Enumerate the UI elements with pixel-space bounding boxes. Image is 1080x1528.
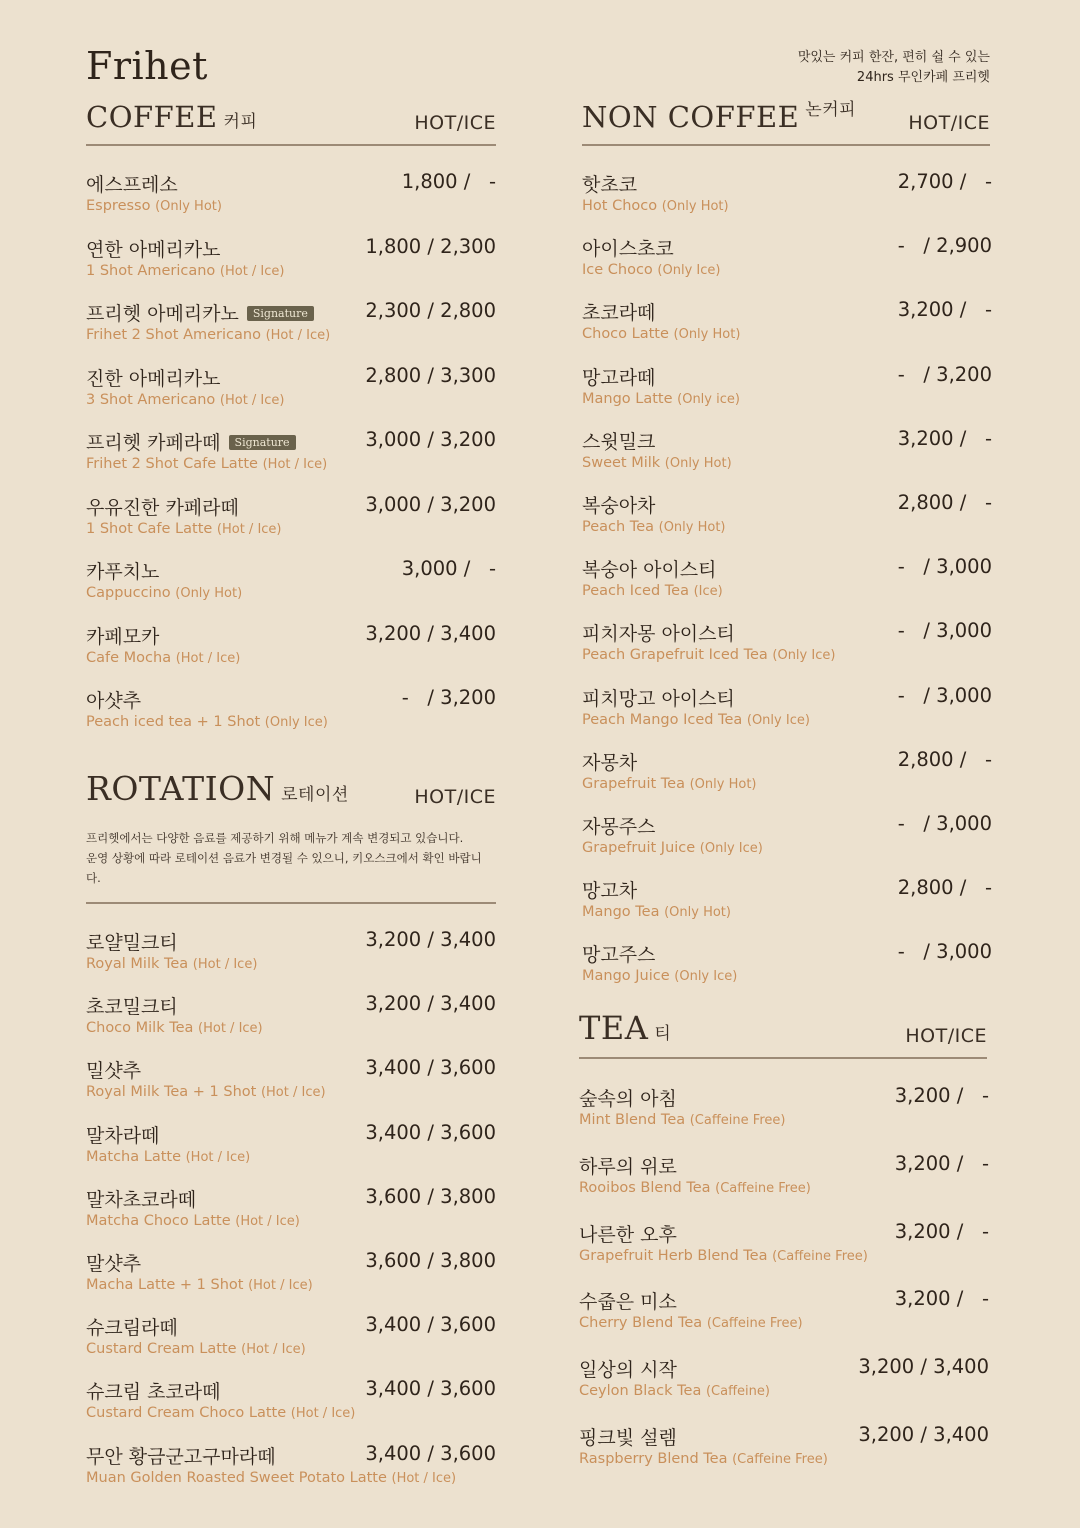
item-name-en: 1 Shot Cafe Latte (Hot / Ice) bbox=[86, 520, 282, 537]
item-price: 3,200 / 3,400 bbox=[858, 1423, 989, 1446]
coffee-section bbox=[86, 102, 496, 736]
menu-item bbox=[582, 876, 992, 926]
item-price: 3,200 / - bbox=[894, 1151, 989, 1175]
menu-item bbox=[582, 619, 992, 669]
menu-item bbox=[86, 622, 496, 672]
item-price: 3,000 / 3,200 bbox=[365, 492, 496, 516]
item-price: 3,200 / - bbox=[894, 1219, 989, 1243]
item-note: (Only Ice) bbox=[657, 263, 721, 279]
item-note: (Only Hot) bbox=[155, 199, 222, 214]
item-name-en: Muan Golden Roasted Sweet Potato Latte (Hot / Ice) bbox=[86, 1469, 457, 1486]
item-note: (Hot / Ice) bbox=[185, 1149, 251, 1165]
item-name-en: Mango Latte (Only ice) bbox=[582, 390, 740, 407]
item-note: (Only Hot) bbox=[689, 776, 757, 792]
menu-item bbox=[582, 491, 992, 541]
tagline-line-2: 24hrs 무인카페 프리헷 bbox=[856, 70, 990, 85]
item-name-en: Peach Mango Iced Tea (Only Ice) bbox=[582, 711, 810, 728]
item-note: (Only Hot) bbox=[664, 905, 731, 921]
rotation-hot-ice: HOT/ICE bbox=[414, 786, 496, 808]
item-note: (Hot / Ice) bbox=[391, 1470, 457, 1486]
item-name-ko: 숲속의 아침 bbox=[579, 1088, 677, 1110]
item-price: 3,200 / - bbox=[897, 426, 992, 450]
item-price: - / 2,900 bbox=[897, 234, 992, 258]
item-name-en: Custard Cream Choco Latte (Hot / Ice) bbox=[86, 1405, 356, 1422]
item-note: (Hot / Ice) bbox=[262, 457, 328, 472]
item-note: (Hot / Ice) bbox=[248, 1278, 313, 1293]
item-name-en: Peach Iced Tea (Ice) bbox=[582, 583, 723, 600]
item-note: (Only ice) bbox=[677, 391, 740, 407]
item-price: 2,800 / - bbox=[897, 491, 992, 514]
menu-item bbox=[86, 992, 496, 1042]
rotation-header bbox=[86, 769, 496, 818]
rotation-desc-line-1: 프리헷에서는 다양한 음료를 제공하기 위해 메뉴가 계속 변경되고 있습니다. bbox=[86, 831, 464, 845]
item-name-en: Grapefruit Tea (Only Hot) bbox=[582, 775, 757, 792]
item-note: (Hot / Ice) bbox=[219, 392, 285, 408]
item-name-ko: 말차초코라떼 bbox=[86, 1188, 197, 1211]
item-name-ko: 스윗밀크 bbox=[582, 430, 656, 453]
item-name-en: Cappuccino (Only Hot) bbox=[86, 585, 243, 601]
item-name-en: Hot Choco (Only Hot) bbox=[582, 198, 729, 214]
menu-item bbox=[582, 363, 992, 413]
item-name-en: Grapefruit Herb Blend Tea (Caffeine Free) bbox=[579, 1247, 868, 1264]
item-price: 3,400 / 3,600 bbox=[365, 1313, 496, 1337]
tagline bbox=[798, 48, 990, 88]
tea-section bbox=[579, 1009, 989, 1473]
menu-item bbox=[582, 684, 992, 734]
item-price: 3,400 / 3,600 bbox=[365, 1120, 496, 1144]
item-name-ko: 복숭아차 bbox=[582, 495, 656, 517]
menu-item bbox=[582, 170, 992, 220]
menu-item bbox=[579, 1423, 989, 1473]
item-price: 3,000 / 3,200 bbox=[365, 428, 496, 451]
item-price: 2,800 / - bbox=[897, 747, 992, 771]
item-name-en: Peach iced tea + 1 Shot (Only Ice) bbox=[86, 714, 328, 730]
item-name-ko: 하루의 위로 bbox=[579, 1155, 677, 1178]
item-note: (Caffeine Free) bbox=[706, 1316, 803, 1332]
menu-item bbox=[579, 1084, 989, 1134]
item-price: 3,200 / 3,400 bbox=[365, 928, 496, 951]
item-name-en: Cherry Blend Tea (Caffeine Free) bbox=[579, 1315, 803, 1332]
signature-badge: Signature bbox=[229, 435, 296, 450]
item-name-en: Raspberry Blend Tea (Caffeine Free) bbox=[579, 1451, 828, 1467]
item-note: (Only Ice) bbox=[746, 712, 810, 728]
item-note: (Only Ice) bbox=[674, 969, 738, 985]
noncoffee-header bbox=[582, 102, 990, 144]
item-name-ko: 아이스초코 bbox=[582, 238, 674, 261]
item-name-ko: 프리헷 카페라떼 Signature bbox=[86, 428, 296, 455]
item-note: (Caffeine Free) bbox=[772, 1248, 868, 1264]
item-name-ko: 우유진한 카페라떼 bbox=[86, 496, 239, 519]
item-name-en: Mint Blend Tea (Caffeine Free) bbox=[579, 1112, 786, 1128]
coffee-hot-ice: HOT/ICE bbox=[414, 112, 496, 134]
item-name-ko: 에스프레소 bbox=[86, 174, 178, 196]
item-name-en: Macha Latte + 1 Shot (Hot / Ice) bbox=[86, 1277, 313, 1293]
item-name-ko: 말차라떼 bbox=[86, 1124, 160, 1147]
item-name-en: Royal Milk Tea (Hot / Ice) bbox=[86, 956, 258, 972]
item-name-ko: 핫초코 bbox=[582, 174, 638, 196]
menu-item bbox=[582, 427, 992, 477]
item-price: 3,400 / 3,600 bbox=[365, 1377, 496, 1401]
item-name-en: Royal Milk Tea + 1 Shot (Hot / Ice) bbox=[86, 1084, 326, 1101]
menu-item bbox=[86, 235, 496, 285]
item-note: (Hot / Ice) bbox=[241, 1342, 306, 1358]
item-price: 3,600 / 3,800 bbox=[365, 1184, 496, 1208]
item-name-ko: 복숭아 아이스티 bbox=[582, 559, 717, 582]
item-name-ko: 초코라떼 bbox=[582, 302, 656, 325]
item-price: 3,400 / 3,600 bbox=[365, 1056, 496, 1080]
item-price: - / 3,200 bbox=[897, 362, 992, 386]
item-name-en: Cafe Mocha (Hot / Ice) bbox=[86, 649, 241, 666]
rotation-section bbox=[86, 769, 496, 1492]
noncoffee-section bbox=[582, 102, 990, 990]
coffee-items bbox=[86, 146, 496, 736]
menu-item bbox=[582, 812, 992, 862]
noncoffee-title: NON COFFEE $^{논커피}$ bbox=[582, 100, 857, 134]
item-note: (Caffeine Free) bbox=[732, 1452, 828, 1467]
signature-badge: Signature bbox=[247, 306, 314, 321]
coffee-header bbox=[86, 102, 496, 144]
item-name-ko: 핑크빛 설렘 bbox=[579, 1427, 677, 1449]
item-name-ko: 무안 황금군고구마라떼 bbox=[86, 1445, 276, 1468]
menu-item bbox=[86, 1056, 496, 1106]
tea-hot-ice: HOT/ICE bbox=[905, 1025, 987, 1047]
item-note: (Hot / Ice) bbox=[235, 1213, 300, 1229]
item-note: (Only Hot) bbox=[664, 455, 732, 471]
item-name-en: Peach Tea (Only Hot) bbox=[582, 519, 726, 535]
item-price: - / 3,200 bbox=[401, 686, 496, 709]
item-note: (Ice) bbox=[693, 584, 723, 600]
menu-item bbox=[86, 686, 496, 736]
item-note: (Hot / Ice) bbox=[219, 263, 285, 279]
menu-item bbox=[579, 1287, 989, 1337]
item-note: (Only Hot) bbox=[175, 586, 243, 601]
rotation-items bbox=[86, 904, 496, 1492]
menu-item bbox=[86, 493, 496, 543]
item-price: 3,000 / - bbox=[401, 557, 496, 580]
item-name-en: Espresso (Only Hot) bbox=[86, 198, 222, 214]
item-name-en: Frihet 2 Shot Cafe Latte (Hot / Ice) bbox=[86, 456, 328, 472]
item-note: (Only Hot) bbox=[673, 327, 741, 343]
item-name-en: Sweet Milk (Only Hot) bbox=[582, 454, 732, 471]
item-name-ko: 슈크림 초코라떼 bbox=[86, 1381, 221, 1404]
item-name-ko: 밀샷추 bbox=[86, 1060, 142, 1083]
item-note: (Hot / Ice) bbox=[198, 1021, 263, 1037]
item-name-en: Matcha Latte (Hot / Ice) bbox=[86, 1148, 251, 1165]
menu-item bbox=[582, 555, 992, 605]
item-name-ko: 자몽주스 bbox=[582, 816, 656, 838]
item-price: 2,800 / - bbox=[897, 876, 992, 900]
item-name-ko: 초코밀크티 bbox=[86, 996, 178, 1019]
item-note: (Hot / Ice) bbox=[265, 328, 331, 343]
item-price: 2,700 / - bbox=[897, 170, 992, 193]
item-price: 3,600 / 3,800 bbox=[365, 1249, 496, 1272]
item-name-ko: 피치망고 아이스티 bbox=[582, 687, 735, 710]
menu-item bbox=[86, 1442, 496, 1492]
item-note: (Hot / Ice) bbox=[260, 1085, 326, 1101]
item-name-ko: 말샷추 bbox=[86, 1253, 142, 1275]
item-name-ko: 일상의 시작 bbox=[579, 1359, 677, 1382]
item-name-en: Ice Choco (Only Ice) bbox=[582, 262, 721, 279]
item-name-ko: 연한 아메리카노 bbox=[86, 238, 221, 261]
item-note: (Hot / Ice) bbox=[216, 521, 282, 537]
item-name-ko: 진한 아메리카노 bbox=[86, 367, 221, 390]
item-note: (Only Hot) bbox=[661, 199, 729, 214]
item-name-ko: 슈크림라떼 bbox=[86, 1317, 178, 1340]
item-note: (Caffeine Free) bbox=[715, 1180, 811, 1196]
item-note: (Only Hot) bbox=[658, 520, 726, 535]
item-name-en: Ceylon Black Tea (Caffeine) bbox=[579, 1383, 770, 1400]
item-price: - / 3,000 bbox=[897, 619, 992, 643]
item-name-ko: 카푸치노 bbox=[86, 561, 160, 583]
menu-item bbox=[582, 940, 992, 990]
item-name-ko: 나른한 오후 bbox=[579, 1223, 677, 1246]
item-note: (Only Ice) bbox=[699, 841, 763, 856]
item-name-en: Choco Latte (Only Hot) bbox=[582, 326, 741, 343]
item-name-ko: 망고주스 bbox=[582, 944, 656, 967]
item-note: (Caffeine) bbox=[705, 1384, 770, 1400]
item-name-en: Matcha Choco Latte (Hot / Ice) bbox=[86, 1212, 300, 1229]
menu-item bbox=[86, 1313, 496, 1363]
item-price: 3,200 / 3,400 bbox=[365, 621, 496, 645]
item-name-en: Peach Grapefruit Iced Tea (Only Ice) bbox=[582, 647, 836, 664]
item-note: (Caffeine Free) bbox=[689, 1113, 786, 1128]
brand-logo: Frihet bbox=[86, 44, 208, 88]
menu-item bbox=[582, 234, 992, 284]
item-price: 3,200 / 3,400 bbox=[858, 1355, 989, 1379]
menu-item bbox=[86, 1377, 496, 1427]
item-name-en: Choco Milk Tea (Hot / Ice) bbox=[86, 1020, 263, 1037]
menu-item bbox=[86, 1185, 496, 1235]
tea-title: TEA 티 bbox=[579, 1009, 672, 1047]
menu-item bbox=[582, 298, 992, 348]
tea-items bbox=[579, 1059, 987, 1473]
rotation-title: ROTATION 로테이션 bbox=[86, 769, 349, 808]
item-note: (Only Ice) bbox=[772, 648, 836, 664]
menu-item bbox=[579, 1152, 989, 1202]
coffee-title: COFFEE 커피 bbox=[86, 100, 258, 134]
item-price: - / 3,000 bbox=[897, 555, 992, 579]
item-name-ko: 망고라떼 bbox=[582, 366, 656, 389]
item-price: - / 3,000 bbox=[897, 812, 992, 835]
item-name-ko: 자몽차 bbox=[582, 751, 638, 774]
item-price: 3,200 / - bbox=[894, 1084, 989, 1107]
item-price: 1,800 / 2,300 bbox=[365, 234, 496, 258]
menu-item bbox=[86, 299, 496, 349]
item-price: 1,800 / - bbox=[401, 170, 496, 193]
item-price: 3,200 / 3,400 bbox=[365, 992, 496, 1016]
noncoffee-hot-ice: HOT/ICE bbox=[908, 112, 990, 134]
item-price: - / 3,000 bbox=[897, 683, 992, 707]
menu-item bbox=[579, 1355, 989, 1405]
item-name-en: 3 Shot Americano (Hot / Ice) bbox=[86, 391, 285, 408]
item-price: 3,200 / - bbox=[894, 1287, 989, 1311]
item-name-en: 1 Shot Americano (Hot / Ice) bbox=[86, 262, 285, 279]
noncoffee-items bbox=[582, 146, 990, 990]
item-price: 3,200 / - bbox=[897, 298, 992, 322]
item-price: 2,800 / 3,300 bbox=[365, 363, 496, 387]
item-name-en: Custard Cream Latte (Hot / Ice) bbox=[86, 1341, 306, 1358]
menu-item bbox=[86, 1121, 496, 1171]
menu-item bbox=[86, 1249, 496, 1299]
item-note: (Only Ice) bbox=[264, 715, 328, 730]
tagline-line-1: 맛있는 커피 한잔, 편히 쉴 수 있는 bbox=[797, 50, 990, 65]
item-name-ko: 프리헷 아메리카노 Signature bbox=[86, 299, 314, 326]
item-price: - / 3,000 bbox=[897, 940, 992, 964]
item-name-en: Mango Juice (Only Ice) bbox=[582, 968, 738, 985]
item-note: (Hot / Ice) bbox=[290, 1406, 356, 1422]
item-name-en: Rooibos Blend Tea (Caffeine Free) bbox=[579, 1179, 811, 1196]
item-name-ko: 로얄밀크티 bbox=[86, 932, 178, 954]
item-name-en: Grapefruit Juice (Only Ice) bbox=[582, 840, 763, 856]
rotation-desc-line-2: 운영 상황에 따라 로테이션 음료가 변경될 수 있으니, 키오스크에서 확인 바랍니다. bbox=[86, 851, 482, 885]
item-name-en: Mango Tea (Only Hot) bbox=[582, 904, 731, 921]
item-name-ko: 피치자몽 아이스티 bbox=[582, 623, 735, 646]
item-name-ko: 망고차 bbox=[582, 880, 638, 903]
tea-header bbox=[579, 1009, 987, 1057]
rotation-description bbox=[86, 828, 496, 888]
menu-item bbox=[86, 428, 496, 478]
item-name-en: Frihet 2 Shot Americano (Hot / Ice) bbox=[86, 327, 331, 343]
item-note: (Hot / Ice) bbox=[192, 957, 258, 972]
item-price: 2,300 / 2,800 bbox=[365, 299, 496, 322]
item-name-ko: 카페모카 bbox=[86, 625, 160, 648]
menu-item bbox=[86, 557, 496, 607]
menu-item bbox=[86, 928, 496, 978]
item-note: (Hot / Ice) bbox=[175, 650, 241, 666]
menu-item bbox=[582, 748, 992, 798]
menu-item bbox=[86, 364, 496, 414]
item-price: 3,400 / 3,600 bbox=[365, 1441, 496, 1465]
menu-item bbox=[579, 1220, 989, 1270]
item-name-ko: 수줍은 미소 bbox=[579, 1291, 677, 1314]
item-name-ko: 아샷추 bbox=[86, 690, 142, 712]
menu-item bbox=[86, 170, 496, 220]
